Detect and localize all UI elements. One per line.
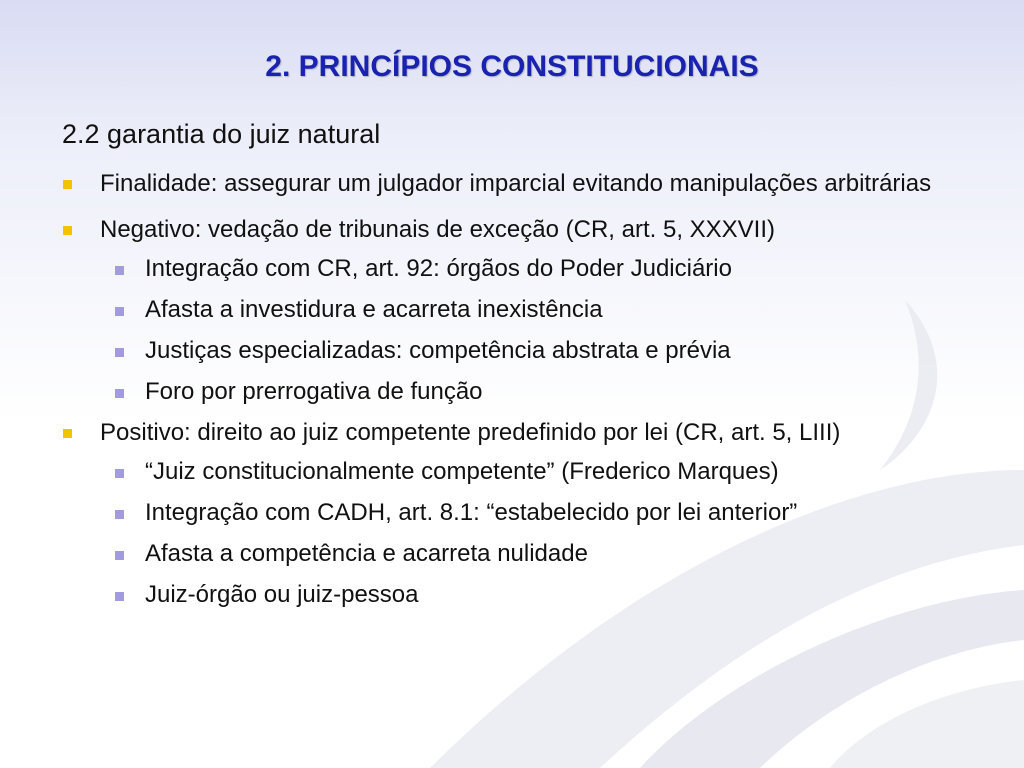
square-bullet-icon <box>63 429 72 438</box>
sub-list-item <box>60 497 960 529</box>
sub-list-item-text: Justiças especializadas: competência abstrata e prévia <box>145 337 731 364</box>
sub-list-item <box>60 376 960 408</box>
sub-list-item-text: Integração com CR, art. 92: órgãos do Poder Judiciário <box>145 255 732 282</box>
list-item-text: Positivo: direito ao juiz competente predefinido por lei (CR, art. 5, LIII) <box>100 419 841 446</box>
bullet-list <box>60 168 960 620</box>
sub-list-item <box>60 456 960 488</box>
sub-list-item <box>60 579 960 611</box>
slide-subtitle: 2.2 garantia do juiz natural <box>62 119 381 149</box>
list-item-text: Negativo: vedação de tribunais de exceção (CR, art. 5, XXXVII) <box>100 216 776 243</box>
list-item-positivo <box>60 417 960 449</box>
sub-list-item-text: Afasta a competência e acarreta nulidade <box>145 540 588 567</box>
square-bullet-icon <box>115 469 124 478</box>
sub-list-item-text: Afasta a investidura e acarreta inexistência <box>145 296 603 323</box>
square-bullet-icon <box>115 348 124 357</box>
square-bullet-icon <box>115 551 124 560</box>
sub-list-item <box>60 538 960 570</box>
square-bullet-icon <box>115 307 124 316</box>
sub-list-item <box>60 253 960 285</box>
sub-list-item <box>60 335 960 367</box>
sub-list-item-text: “Juiz constitucionalmente competente” (Frederico Marques) <box>145 458 779 485</box>
sub-list-item-text: Foro por prerrogativa de função <box>145 378 483 405</box>
list-item-negativo <box>60 214 960 246</box>
square-bullet-icon <box>115 510 124 519</box>
list-item-text: Finalidade: assegurar um julgador imparcial evitando manipulações arbitrárias <box>100 170 932 197</box>
slide-title: 2. PRINCÍPIOS CONSTITUCIONAIS <box>265 50 759 83</box>
square-bullet-icon <box>115 266 124 275</box>
sub-list-item-text: Juiz-órgão ou juiz-pessoa <box>145 581 419 608</box>
square-bullet-icon <box>115 389 124 398</box>
square-bullet-icon <box>115 592 124 601</box>
square-bullet-icon <box>63 180 72 189</box>
square-bullet-icon <box>63 226 72 235</box>
sub-list-item-text: Integração com CADH, art. 8.1: “estabelecido por lei anterior” <box>145 499 798 526</box>
list-item-finalidade <box>60 168 960 200</box>
sub-list-item <box>60 294 960 326</box>
